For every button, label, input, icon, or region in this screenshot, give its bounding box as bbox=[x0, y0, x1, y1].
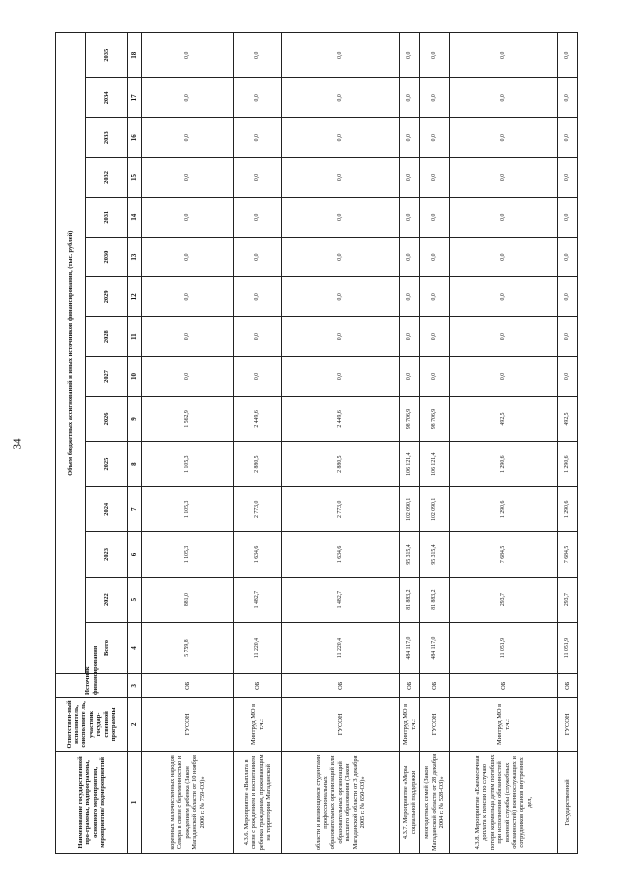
table-row bbox=[558, 33, 578, 854]
row-executor: Минтруд МО в т.ч.: bbox=[450, 698, 558, 752]
column-number: 11 bbox=[128, 317, 142, 357]
table-row bbox=[282, 33, 400, 854]
row-value: 0,0 bbox=[400, 118, 420, 158]
row-value: 0,0 bbox=[234, 357, 282, 397]
row-value: 0,0 bbox=[558, 158, 578, 198]
row-value: 0,0 bbox=[420, 78, 450, 118]
header-year: 2025 bbox=[86, 442, 128, 487]
row-value: 0,0 bbox=[282, 78, 400, 118]
header-year: 2028 bbox=[86, 317, 128, 357]
row-value: 0,0 bbox=[420, 277, 450, 317]
column-number: 5 bbox=[128, 577, 142, 622]
row-value: 1 290,6 bbox=[450, 442, 558, 487]
column-number: 6 bbox=[128, 532, 142, 577]
row-value: 0,0 bbox=[282, 277, 400, 317]
financing-table bbox=[55, 32, 578, 854]
column-number: 13 bbox=[128, 237, 142, 277]
row-value: 0,0 bbox=[234, 277, 282, 317]
row-value: 0,0 bbox=[558, 237, 578, 277]
row-executor: ГУСОН bbox=[420, 698, 450, 752]
row-value: 0,0 bbox=[234, 158, 282, 198]
table-row bbox=[420, 33, 450, 854]
row-value: 0,0 bbox=[142, 33, 234, 78]
table-row bbox=[234, 33, 282, 854]
row-value: 98 706,9 bbox=[420, 396, 450, 441]
row-value: 11 220,4 bbox=[234, 622, 282, 674]
row-name: 4.3.8. Мероприятие «Ежемесячная доплата к пенсии по случаю потери кормильца детям погибших при исполнении обязанностей военной службы (служебных обязанностей) военнослужащих и сотрудников органов внутренних дел, bbox=[450, 751, 558, 853]
row-value: 0,0 bbox=[282, 33, 400, 78]
row-value: 0,0 bbox=[234, 78, 282, 118]
row-value: 0,0 bbox=[450, 78, 558, 118]
row-name: Государственной bbox=[558, 751, 578, 853]
row-value: 0,0 bbox=[142, 118, 234, 158]
row-value: 0,0 bbox=[282, 317, 400, 357]
row-value: 0,0 bbox=[400, 158, 420, 198]
header-year: 2027 bbox=[86, 357, 128, 397]
column-number: 7 bbox=[128, 487, 142, 532]
row-value: 0,0 bbox=[282, 357, 400, 397]
row-value: 1 105,3 bbox=[142, 442, 234, 487]
header-year: 2034 bbox=[86, 78, 128, 118]
row-source: ОБ bbox=[234, 674, 282, 698]
row-value: 95 315,4 bbox=[420, 532, 450, 577]
row-value: 2 449,6 bbox=[234, 396, 282, 441]
row-value: 81 883,2 bbox=[420, 577, 450, 622]
column-number: 3 bbox=[128, 674, 142, 698]
row-value: 0,0 bbox=[558, 357, 578, 397]
row-value: 1 290,6 bbox=[558, 442, 578, 487]
rotated-table-wrapper bbox=[55, 32, 620, 854]
header-year: 2033 bbox=[86, 118, 128, 158]
row-value: 0,0 bbox=[558, 33, 578, 78]
row-value: 0,0 bbox=[558, 118, 578, 158]
row-value: 2 880,5 bbox=[282, 442, 400, 487]
row-value: 11 220,4 bbox=[282, 622, 400, 674]
row-value: 0,0 bbox=[450, 237, 558, 277]
row-value: 7 684,5 bbox=[558, 532, 578, 577]
row-value: 0,0 bbox=[142, 317, 234, 357]
header-year: 2026 bbox=[86, 396, 128, 441]
row-value: 0,0 bbox=[282, 237, 400, 277]
row-name: коренных малочисленных народов Севера в связи с беременностью и рождением ребенка (Закон Магаданской области от 10 ноября 2006 г. № 759-ОЗ)» bbox=[142, 751, 234, 853]
row-value: 0,0 bbox=[420, 357, 450, 397]
row-value: 0,0 bbox=[400, 277, 420, 317]
row-value: 0,0 bbox=[450, 118, 558, 158]
row-value: 0,0 bbox=[420, 33, 450, 78]
column-number: 8 bbox=[128, 442, 142, 487]
row-value: 0,0 bbox=[142, 277, 234, 317]
row-executor: ГУСОН bbox=[142, 698, 234, 752]
header-year: 2022 bbox=[86, 577, 128, 622]
row-value: 0,0 bbox=[400, 78, 420, 118]
row-value: 0,0 bbox=[450, 197, 558, 237]
row-value: 0,0 bbox=[450, 317, 558, 357]
column-number: 17 bbox=[128, 78, 142, 118]
row-value: 0,0 bbox=[450, 33, 558, 78]
row-value: 0,0 bbox=[142, 357, 234, 397]
row-value: 0,0 bbox=[142, 197, 234, 237]
row-value: 106 121,4 bbox=[400, 442, 420, 487]
column-number: 2 bbox=[128, 698, 142, 752]
header-volume: Объем бюджетных ассигнований и иных источников финансирования, (тыс. рублей) bbox=[56, 33, 86, 674]
row-value: 11 051,9 bbox=[558, 622, 578, 674]
row-value: 0,0 bbox=[282, 158, 400, 198]
row-value: 1 290,6 bbox=[558, 487, 578, 532]
row-value: 881,0 bbox=[142, 577, 234, 622]
row-value: 0,0 bbox=[142, 237, 234, 277]
row-value: 0,0 bbox=[400, 33, 420, 78]
row-value: 0,0 bbox=[400, 237, 420, 277]
header-year: 2024 bbox=[86, 487, 128, 532]
row-value: 0,0 bbox=[420, 158, 450, 198]
row-value: 0,0 bbox=[450, 158, 558, 198]
row-value: 1 562,9 bbox=[142, 396, 234, 441]
row-value: 2 773,0 bbox=[234, 487, 282, 532]
row-value: 0,0 bbox=[558, 317, 578, 357]
header-year: 2030 bbox=[86, 237, 128, 277]
row-source: ОБ bbox=[142, 674, 234, 698]
row-source: ОБ bbox=[420, 674, 450, 698]
header-total: Всего bbox=[86, 622, 128, 674]
row-name: 4.3.6. Мероприятие «Выплата в связи с рождением и воспитанием ребенка гражданам, проживающим на территории Магаданской bbox=[234, 751, 282, 853]
row-source: ОБ bbox=[450, 674, 558, 698]
row-value: 0,0 bbox=[142, 78, 234, 118]
row-value: 492,5 bbox=[450, 396, 558, 441]
row-value: 293,7 bbox=[450, 577, 558, 622]
row-executor: Минтруд МО в т.ч.: bbox=[400, 698, 420, 752]
row-value: 0,0 bbox=[420, 197, 450, 237]
page-number: 34 bbox=[11, 438, 24, 450]
row-name: 4.3.7. Мероприятие «Меры социальной поддержки bbox=[400, 751, 420, 853]
column-number: 9 bbox=[128, 396, 142, 441]
header-source: Источник финансирования bbox=[56, 674, 128, 698]
header-executor: Ответствен-ный исполнитель, соисполните ль, участник государ-ственной программы bbox=[56, 698, 128, 752]
row-value: 0,0 bbox=[400, 357, 420, 397]
column-number: 18 bbox=[128, 33, 142, 78]
row-value: 0,0 bbox=[450, 357, 558, 397]
column-number: 15 bbox=[128, 158, 142, 198]
row-value: 1 634,6 bbox=[234, 532, 282, 577]
row-value: 1 482,7 bbox=[282, 577, 400, 622]
row-executor: ГУСОН bbox=[558, 698, 578, 752]
row-source: ОБ bbox=[558, 674, 578, 698]
row-source: ОБ bbox=[400, 674, 420, 698]
header-name: Наименование государственной про-граммы, подпрограммы, основного мероприятия, мероприятия/ подмероприятий bbox=[56, 751, 128, 853]
column-number: 1 bbox=[128, 751, 142, 853]
row-value: 0,0 bbox=[420, 237, 450, 277]
column-number: 12 bbox=[128, 277, 142, 317]
row-value: 2 880,5 bbox=[234, 442, 282, 487]
row-value: 0,0 bbox=[234, 33, 282, 78]
column-number: 16 bbox=[128, 118, 142, 158]
column-number: 10 bbox=[128, 357, 142, 397]
row-value: 7 684,5 bbox=[450, 532, 558, 577]
row-value: 95 315,4 bbox=[400, 532, 420, 577]
row-value: 0,0 bbox=[234, 237, 282, 277]
row-value: 1 105,3 bbox=[142, 532, 234, 577]
table-row bbox=[450, 33, 558, 854]
row-value: 0,0 bbox=[420, 118, 450, 158]
row-value: 0,0 bbox=[234, 317, 282, 357]
row-value: 293,7 bbox=[558, 577, 578, 622]
header-year: 2031 bbox=[86, 197, 128, 237]
row-name: многодетных семей (Закон Магаданской области от 28 декабря 2004 г. № 528-ОЗ)» bbox=[420, 751, 450, 853]
row-value: 484 117,0 bbox=[420, 622, 450, 674]
row-executor: ГУСОН bbox=[282, 698, 400, 752]
row-value: 0,0 bbox=[282, 197, 400, 237]
row-value: 2 773,0 bbox=[282, 487, 400, 532]
row-value: 492,5 bbox=[558, 396, 578, 441]
row-value: 102 090,1 bbox=[420, 487, 450, 532]
row-value: 1 482,7 bbox=[234, 577, 282, 622]
row-value: 2 449,6 bbox=[282, 396, 400, 441]
row-source: ОБ bbox=[282, 674, 400, 698]
row-value: 5 759,8 bbox=[142, 622, 234, 674]
row-value: 0,0 bbox=[282, 118, 400, 158]
row-value: 0,0 bbox=[558, 197, 578, 237]
row-value: 0,0 bbox=[142, 158, 234, 198]
row-value: 0,0 bbox=[558, 277, 578, 317]
row-value: 106 121,4 bbox=[420, 442, 450, 487]
table-row bbox=[400, 33, 420, 854]
row-value: 1 290,6 bbox=[450, 487, 558, 532]
header-year: 2035 bbox=[86, 33, 128, 78]
row-value: 102 090,1 bbox=[400, 487, 420, 532]
row-value: 11 051,9 bbox=[450, 622, 558, 674]
row-name: области и являющимся студентами профессиональных образовательных организаций или образовательных организаций высшего образования (Закон Магаданской области от 3 декабря 2005 г. № 650-ОЗ)» bbox=[282, 751, 400, 853]
column-number: 14 bbox=[128, 197, 142, 237]
row-value: 1 105,3 bbox=[142, 487, 234, 532]
row-value: 484 117,0 bbox=[400, 622, 420, 674]
row-value: 0,0 bbox=[234, 118, 282, 158]
row-value: 0,0 bbox=[558, 78, 578, 118]
table-row bbox=[142, 33, 234, 854]
row-value: 81 883,2 bbox=[400, 577, 420, 622]
row-value: 98 706,9 bbox=[400, 396, 420, 441]
column-number: 4 bbox=[128, 622, 142, 674]
row-value: 0,0 bbox=[450, 277, 558, 317]
header-year: 2023 bbox=[86, 532, 128, 577]
row-value: 0,0 bbox=[420, 317, 450, 357]
header-year: 2032 bbox=[86, 158, 128, 198]
row-executor: Минтруд МО в т.ч.: bbox=[234, 698, 282, 752]
header-year: 2029 bbox=[86, 277, 128, 317]
row-value: 0,0 bbox=[400, 317, 420, 357]
row-value: 0,0 bbox=[400, 197, 420, 237]
row-value: 0,0 bbox=[234, 197, 282, 237]
row-value: 1 634,6 bbox=[282, 532, 400, 577]
